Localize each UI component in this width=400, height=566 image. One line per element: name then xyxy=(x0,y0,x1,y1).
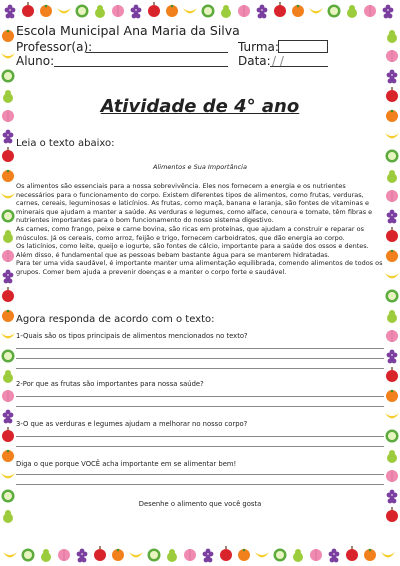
answer-line[interactable] xyxy=(16,474,384,475)
orange-icon xyxy=(112,549,124,561)
orange-icon xyxy=(292,5,304,17)
answer-line[interactable] xyxy=(16,406,384,407)
drawing-instruction: Desenhe o alimento que você gosta xyxy=(138,500,262,508)
banana-icon xyxy=(183,8,197,14)
student-label: Aluno: xyxy=(16,54,55,68)
date-slashes: / / xyxy=(272,54,284,68)
apple-icon xyxy=(2,287,14,302)
pear-icon xyxy=(41,549,51,562)
apple-icon xyxy=(2,147,14,162)
melon-icon xyxy=(386,430,399,443)
peach-icon xyxy=(238,5,250,17)
apple-icon xyxy=(220,546,232,561)
reading-instruction: Leia o texto abaixo: xyxy=(16,138,115,149)
peach-icon xyxy=(386,330,398,342)
worksheet xyxy=(16,22,384,544)
banana-icon xyxy=(1,53,15,59)
reading-text xyxy=(16,182,384,277)
orange-icon xyxy=(2,310,14,322)
melon-icon xyxy=(2,490,15,503)
answer-line[interactable] xyxy=(16,358,384,359)
orange-icon xyxy=(2,450,14,462)
date-label: Data: xyxy=(238,54,271,68)
apple-icon xyxy=(2,427,14,442)
melon-icon xyxy=(22,549,35,562)
answer-line[interactable] xyxy=(16,348,384,349)
grape-icon xyxy=(203,549,214,563)
peach-icon xyxy=(58,549,70,561)
peach-icon xyxy=(2,390,14,402)
date-line[interactable] xyxy=(270,66,328,67)
pear-icon xyxy=(167,549,177,562)
melon-icon xyxy=(148,549,161,562)
peach-icon xyxy=(386,190,398,202)
paragraph: Para ter uma vida saudável, é importante manter uma alimentação equilibrada, comendo alimentos de todos os grupos. Comer bem ajuda a prevenir doenças e a manter o corpo forte e saudável. xyxy=(16,259,383,276)
question-2: 2-Por que as frutas são importantes para nossa saúde? xyxy=(16,380,204,388)
pear-icon xyxy=(3,230,13,243)
orange-icon xyxy=(386,110,398,122)
melon-icon xyxy=(328,5,341,18)
question-3: 3-O que as verduras e legumes ajudam a melhorar no nosso corpo? xyxy=(16,420,248,428)
pear-icon xyxy=(3,90,13,103)
grape-icon xyxy=(387,490,398,504)
question-1: 1-Quais são os tipos principais de alimentos mencionados no texto? xyxy=(16,332,248,340)
peach-icon xyxy=(310,549,322,561)
melon-icon xyxy=(2,350,15,363)
orange-icon xyxy=(238,549,250,561)
orange-icon xyxy=(166,5,178,17)
orange-icon xyxy=(386,250,398,262)
grape-icon xyxy=(329,549,340,563)
apple-icon xyxy=(22,2,34,17)
grape-icon xyxy=(3,410,14,424)
peach-icon xyxy=(2,110,14,122)
class-box[interactable] xyxy=(278,40,328,53)
class-label: Turma: xyxy=(238,40,279,54)
peach-icon xyxy=(184,549,196,561)
page-title: Atividade de 4° ano xyxy=(100,96,300,117)
answer-line[interactable] xyxy=(16,436,384,437)
apple-icon xyxy=(386,507,398,522)
pear-icon xyxy=(293,549,303,562)
grape-icon xyxy=(77,549,88,563)
grape-icon xyxy=(131,5,142,19)
apple-icon xyxy=(386,367,398,382)
teacher-line[interactable] xyxy=(86,52,228,53)
apple-icon xyxy=(274,2,286,17)
banana-icon xyxy=(385,413,399,419)
grape-icon xyxy=(387,210,398,224)
pear-icon xyxy=(387,30,397,43)
answer-line[interactable] xyxy=(16,446,384,447)
school-name: Escola Municipal Ana Maria da Silva xyxy=(16,23,240,38)
orange-icon xyxy=(386,390,398,402)
pear-icon xyxy=(3,370,13,383)
banana-icon xyxy=(129,552,143,558)
peach-icon xyxy=(386,470,398,482)
paragraph: Os alimentos são essenciais para a nossa sobrevivência. Eles nos fornecem a energia e os nutrientes necessários para o funcionamento do corpo. Existem diferentes tipos de alimentos, como frutas, verduras, carnes, cereais, leguminosas e laticínios. As frutas, como maçã, banana e laranja, são fontes de vitaminas e minerais que ajudam a manter a saúde. As verduras e legumes, como alface, cenoura e tomate, têm fibras e nutrientes importantes para o bom funcionamento do nosso sistema digestivo. xyxy=(16,182,373,225)
pear-icon xyxy=(3,510,13,523)
paragraph: As carnes, como frango, peixe e carne bovina, são ricas em proteínas, que ajudam a construir e reparar os músculos. Já os cereais, como arroz, feijão e trigo, fornecem carboidratos, que dão energia ao corpo. xyxy=(16,224,364,242)
answer-line[interactable] xyxy=(16,484,384,485)
pear-icon xyxy=(387,450,397,463)
pear-icon xyxy=(387,310,397,323)
peach-icon xyxy=(2,250,14,262)
text-title: Alimentos e Sua Importância xyxy=(153,163,247,171)
peach-icon xyxy=(386,50,398,62)
banana-icon xyxy=(1,473,15,479)
teacher-label: Professor(a): xyxy=(16,40,93,54)
peach-icon xyxy=(364,5,376,17)
banana-icon xyxy=(1,193,15,199)
peach-icon xyxy=(112,5,124,17)
pear-icon xyxy=(387,170,397,183)
apple-icon xyxy=(386,87,398,102)
fruit-border-top xyxy=(0,0,400,22)
banana-icon xyxy=(385,133,399,139)
orange-icon xyxy=(2,170,14,182)
student-line[interactable] xyxy=(54,66,228,67)
apple-icon xyxy=(386,227,398,242)
melon-icon xyxy=(76,5,89,18)
banana-icon xyxy=(309,8,323,14)
fruit-border-bottom xyxy=(0,544,400,566)
fruit-border-left xyxy=(0,0,16,566)
question-4: Diga o que porque VOCÊ acha importante em se alimentar bem! xyxy=(16,460,237,468)
apple-icon xyxy=(94,546,106,561)
pear-icon xyxy=(95,5,105,18)
fruit-border-right xyxy=(384,0,400,566)
banana-icon xyxy=(1,333,15,339)
melon-icon xyxy=(202,5,215,18)
answer-line[interactable] xyxy=(16,368,384,369)
grape-icon xyxy=(3,130,14,144)
pear-icon xyxy=(347,5,357,18)
orange-icon xyxy=(40,5,52,17)
melon-icon xyxy=(2,70,15,83)
banana-icon xyxy=(385,273,399,279)
grape-icon xyxy=(387,70,398,84)
melon-icon xyxy=(274,549,287,562)
grape-icon xyxy=(387,350,398,364)
melon-icon xyxy=(2,210,15,223)
apple-icon xyxy=(148,2,160,17)
paragraph: Os laticínios, como leite, queijo e iogurte, são fontes de cálcio, importante para a saúde dos ossos e dentes. Além disso, é fundamental que as pessoas bebam bastante água para se manterem hidratadas. xyxy=(16,242,369,259)
pear-icon xyxy=(221,5,231,18)
grape-icon xyxy=(3,270,14,284)
grape-icon xyxy=(257,5,268,19)
banana-icon xyxy=(57,8,71,14)
banana-icon xyxy=(255,552,269,558)
melon-icon xyxy=(386,150,399,163)
orange-icon xyxy=(364,549,376,561)
melon-icon xyxy=(386,290,399,303)
orange-icon xyxy=(2,30,14,42)
apple-icon xyxy=(346,546,358,561)
answer-line[interactable] xyxy=(16,396,384,397)
questions-heading: Agora responda de acordo com o texto: xyxy=(16,314,215,325)
